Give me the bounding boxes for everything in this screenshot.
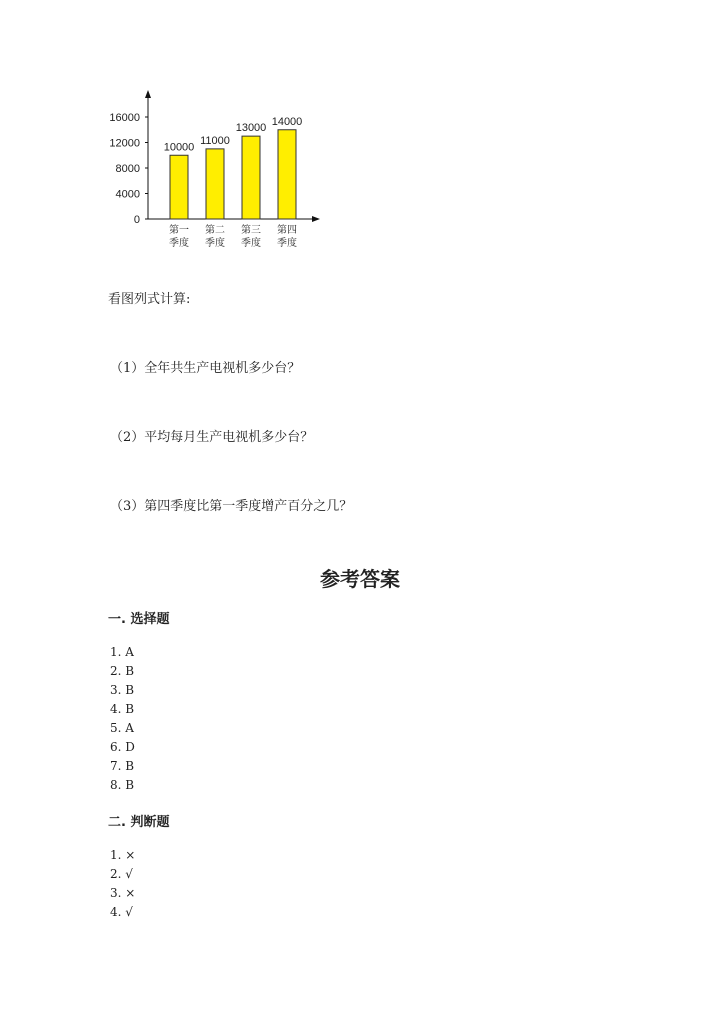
question-2: （2）平均每月生产电视机多少台？ xyxy=(110,430,314,445)
answer-item: 7. B xyxy=(110,759,135,773)
y-tick-label: 16000 xyxy=(109,112,140,124)
prompt-text: 看图列式计算: xyxy=(108,292,191,307)
bar-value-label: 14000 xyxy=(271,115,303,128)
bar-value-label: 10000 xyxy=(163,141,195,154)
answers-title: 参考答案 xyxy=(320,567,400,591)
section-2-title: 二. 判断题 xyxy=(108,815,170,830)
category-label: 季度 xyxy=(169,238,189,249)
category-label: 季度 xyxy=(277,238,297,249)
category-label: 第四 xyxy=(277,225,297,236)
section-1-title: 一. 选择题 xyxy=(108,612,170,627)
answer-item: 3. × xyxy=(110,886,136,900)
bar-chart xyxy=(100,80,330,260)
bar-value-label: 13000 xyxy=(235,122,267,135)
bar xyxy=(170,155,188,219)
answer-item: 3. B xyxy=(110,683,135,697)
category-label: 第一 xyxy=(169,225,189,236)
section-1-answers xyxy=(110,643,135,795)
answer-item: 6. D xyxy=(110,740,135,754)
y-axis-arrow xyxy=(145,90,151,98)
bar xyxy=(242,136,260,219)
y-tick-label: 12000 xyxy=(109,137,140,150)
section-2-answers xyxy=(110,846,135,922)
answer-item: 8. B xyxy=(110,778,135,792)
answer-item: 1. × xyxy=(110,848,136,862)
category-label: 第二 xyxy=(205,225,225,236)
category-label: 季度 xyxy=(205,238,225,249)
y-tick-label: 4000 xyxy=(115,188,140,201)
answer-item: 4. √ xyxy=(110,905,133,919)
y-tick-label: 8000 xyxy=(115,163,140,175)
answer-item: 1. A xyxy=(110,645,134,659)
x-axis-arrow xyxy=(312,216,320,222)
bar xyxy=(278,130,296,219)
answer-item: 2. B xyxy=(110,664,135,678)
answer-item: 2. √ xyxy=(110,867,133,881)
answer-item: 5. A xyxy=(110,721,134,735)
category-label: 第三 xyxy=(241,225,261,236)
answer-item: 4. B xyxy=(110,702,135,716)
question-1: （1）全年共生产电视机多少台？ xyxy=(110,361,301,376)
bar xyxy=(206,149,224,219)
category-label: 季度 xyxy=(241,238,261,249)
bar-value-label: 11000 xyxy=(200,134,230,147)
question-3: （3）第四季度比第一季度增产百分之几？ xyxy=(110,499,353,514)
y-tick-label: 0 xyxy=(133,214,140,226)
